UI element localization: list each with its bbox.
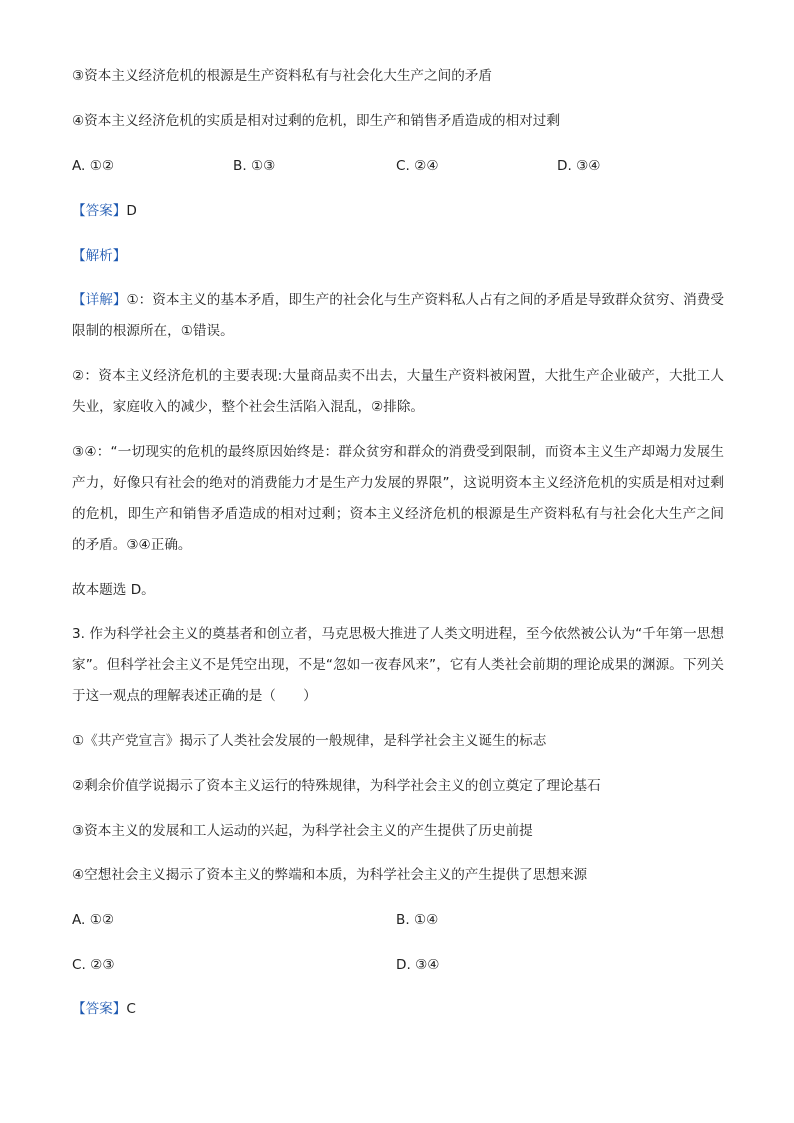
q3-option-d: D. ③④ [396, 957, 440, 973]
q2-answer [72, 201, 137, 221]
q3-option-b: B. ①④ [396, 912, 439, 928]
answer-value: C [126, 1001, 136, 1017]
analysis-tag: 【解析】 [72, 248, 127, 264]
q2-detail-paragraph-2: ②：资本主义经济危机的主要表现:大量商品卖不出去，大量生产资料被闲置，大批生产企业破产，大批工人失业，家庭收入的减少，整个社会生活陷入混乱，②排除。 [72, 368, 724, 415]
q3-statement-2: ②剩余价值学说揭示了资本主义运行的特殊规律，为科学社会主义的创立奠定了理论基石 [72, 778, 601, 794]
q2-option-c: C. ②④ [396, 158, 439, 174]
q3-statement-3: ③资本主义的发展和工人运动的兴起，为科学社会主义的产生提供了历史前提 [72, 823, 533, 839]
detail-text-1: ①：资本主义的基本矛盾，即生产的社会化与生产资料私人占有之间的矛盾是导致群众贫穷、消费受限制的根源所在，①错误。 [72, 292, 724, 339]
q2-statement-4: ④资本主义经济危机的实质是相对过剩的危机，即生产和销售矛盾造成的相对过剩 [72, 113, 560, 129]
q3-statement-4: ④空想社会主义揭示了资本主义的弊端和本质，为科学社会主义的产生提供了思想来源 [72, 867, 588, 883]
q2-detail-paragraph-1 [72, 285, 724, 347]
answer-tag: 【答案】 [72, 1001, 127, 1017]
answer-value: D [126, 203, 137, 219]
q2-option-d: D. ③④ [557, 158, 601, 174]
q3-statement-1: ①《共产党宣言》揭示了人类社会发展的一般规律，是科学社会主义诞生的标志 [72, 733, 547, 749]
answer-tag: 【答案】 [72, 203, 127, 219]
q3-option-a: A. ①② [72, 912, 115, 928]
q3-stem: 3. 作为科学社会主义的奠基者和创立者，马克思极大推进了人类文明进程，至今依然被公认为“千年第一思想家”。但科学社会主义不是凭空出现，不是“忽如一夜春风来”，它有人类社会前期的理论成果的渊源。下列关于这一观点的理解表述正确的是（ ） [72, 626, 724, 704]
q3-option-c: C. ②③ [72, 957, 115, 973]
detail-tag: 【详解】 [72, 292, 127, 308]
q2-conclusion: 故本题选 D。 [72, 582, 155, 598]
q2-detail-paragraph-3: ③④：“一切现实的危机的最终原因始终是：群众贫穷和群众的消费受到限制，而资本主义生产却竭力发展生产力，好像只有社会的绝对的消费能力才是生产力发展的界限”，这说明资本主义经济危机的实质是相对过剩的危机，即生产和销售矛盾造成的相对过剩；资本主义经济危机的根源是生产资料私有与社会化大生产之间的矛盾。③④正确。 [72, 444, 724, 553]
q2-statement-3: ③资本主义经济危机的根源是生产资料私有与社会化大生产之间的矛盾 [72, 68, 492, 84]
q3-answer [72, 999, 136, 1019]
q2-option-a: A. ①② [72, 158, 115, 174]
q2-analysis-heading [72, 246, 126, 266]
q2-option-b: B. ①③ [233, 158, 276, 174]
